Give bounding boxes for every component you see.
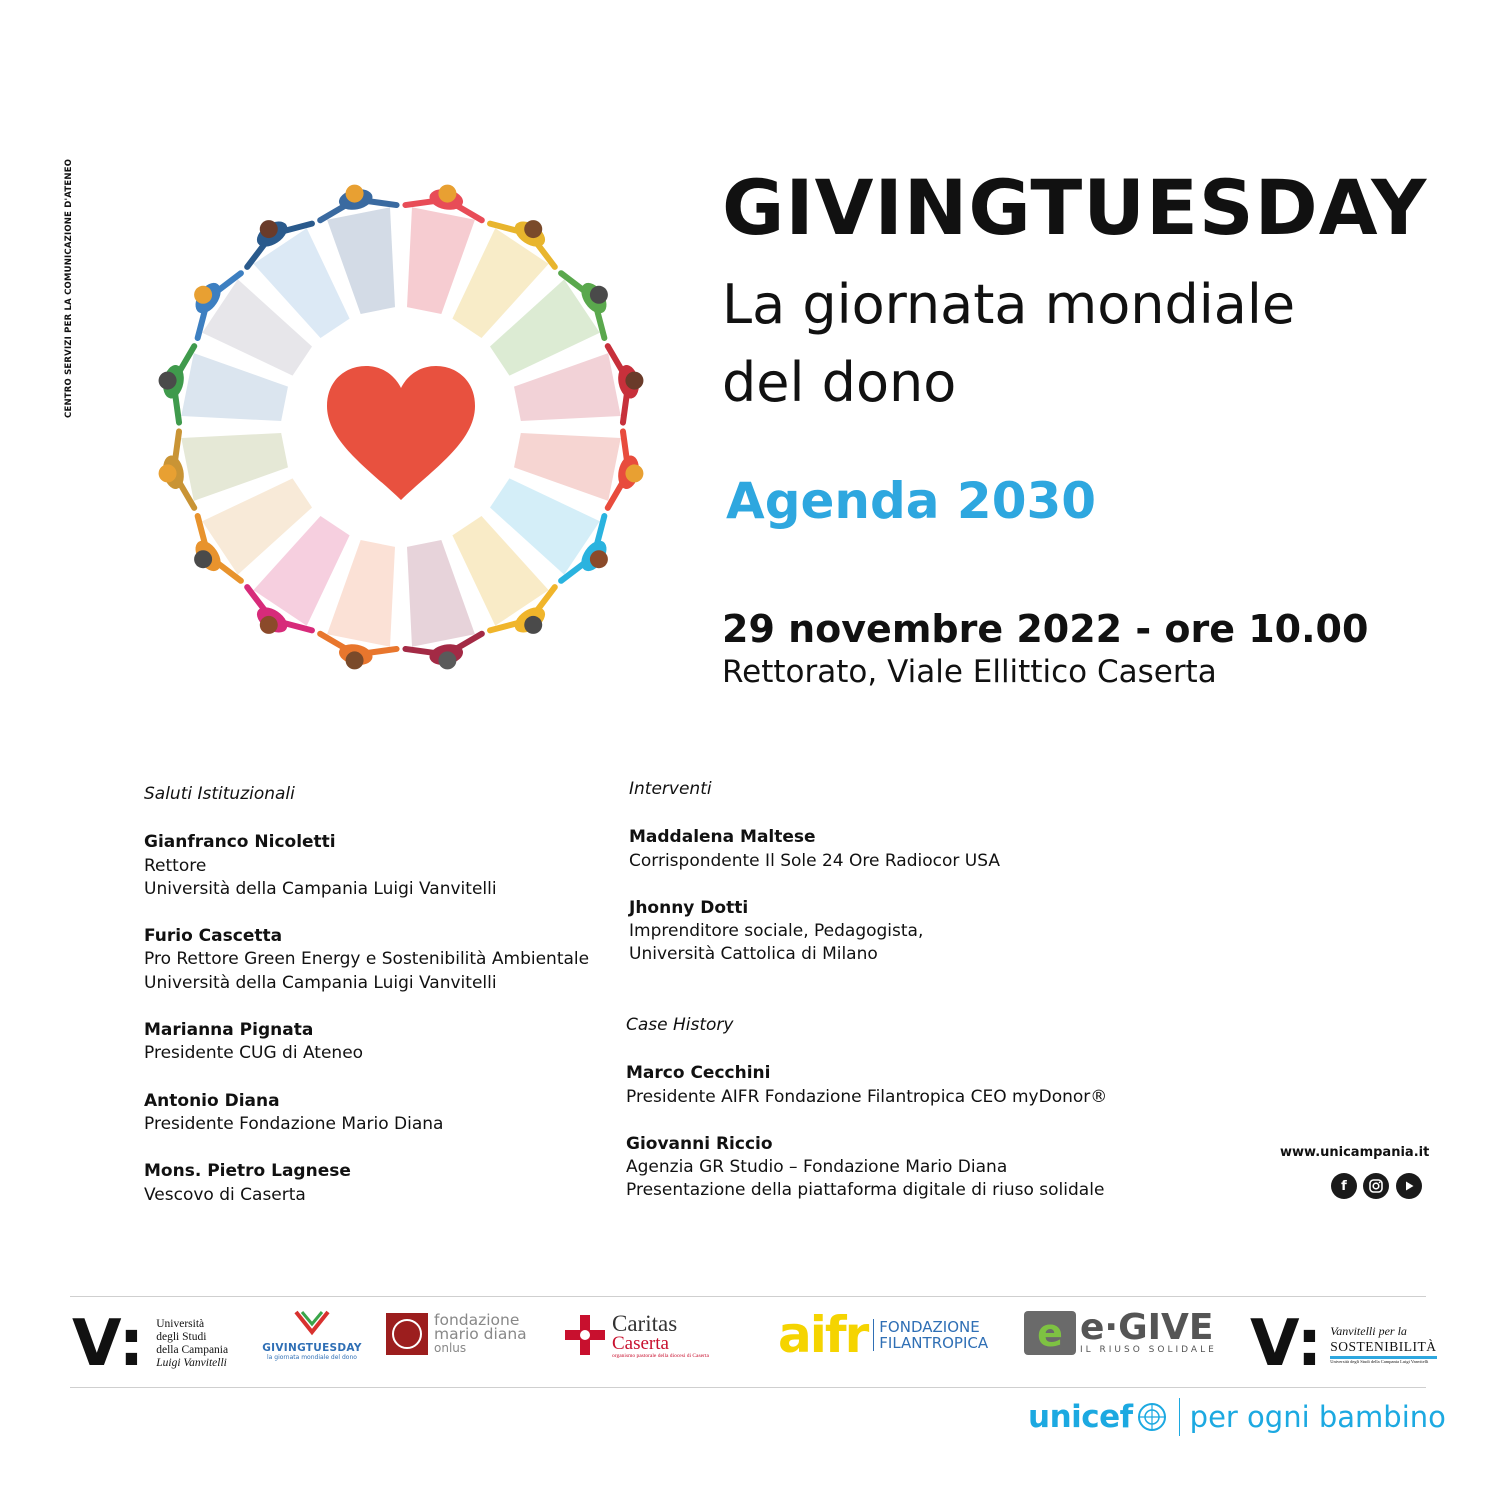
interventi-heading: Interventi — [629, 779, 712, 799]
interventi-section — [629, 778, 1000, 991]
sostenibilita-mark: V: — [1250, 1307, 1323, 1381]
speaker — [144, 1160, 589, 1207]
givingtuesday-logo — [262, 1308, 362, 1361]
subtitle-line-1: La giornata mondiale — [722, 273, 1296, 336]
aifr-text — [873, 1319, 988, 1351]
sostenibilita-text — [1330, 1324, 1436, 1364]
speaker-affiliation: Presentazione della piattaforma digitale di riuso solidale — [626, 1180, 1105, 1201]
givingtuesday-heart-icon — [292, 1308, 332, 1338]
speaker-role: Imprenditore sociale, Pedagogista, — [629, 921, 924, 942]
mario-diana-line1: fondazione — [434, 1311, 520, 1329]
speaker — [629, 897, 1000, 967]
event-subtitle — [722, 266, 1295, 423]
vanvitelli-text — [156, 1318, 228, 1370]
sostenibilita-line2: SOSTENIBILITÀ — [1330, 1339, 1436, 1359]
unicef-logo — [1028, 1398, 1446, 1436]
speaker-role: Pro Rettore Green Energy e Sostenibilità Ambientale — [144, 949, 590, 970]
vanvitelli-line2: degli Studi — [156, 1331, 207, 1343]
people-ring-illustration — [150, 170, 650, 690]
vanvitelli-logo — [72, 1307, 229, 1381]
aifr-logo — [778, 1306, 989, 1364]
subtitle-line-2: del dono — [722, 351, 957, 415]
speaker — [144, 1090, 589, 1137]
speaker-role: Presidente Fondazione Mario Diana — [144, 1113, 444, 1134]
egive-mark: e·GIVE — [1080, 1307, 1214, 1348]
aifr-line2: FILANTROPICA — [879, 1334, 989, 1352]
speaker — [626, 1133, 1107, 1203]
speaker-role: Agenzia GR Studio – Fondazione Mario Diana — [626, 1157, 1008, 1178]
caritas-text — [612, 1313, 709, 1359]
sostenibilita-logo — [1250, 1307, 1437, 1381]
instagram-icon[interactable] — [1363, 1173, 1389, 1199]
mario-diana-line3: onlus — [434, 1341, 467, 1355]
event-title: GIVINGTUESDAY — [722, 163, 1428, 252]
egive-logo — [1024, 1307, 1217, 1355]
saluti-heading: Saluti Istituzionali — [144, 784, 295, 804]
agenda-label: Agenda 2030 — [726, 472, 1097, 530]
speaker — [626, 1062, 1107, 1109]
event-place: Rettorato, Viale Ellittico Caserta — [722, 654, 1217, 690]
aifr-line1: FONDAZIONE — [879, 1318, 980, 1336]
divider-bottom — [70, 1387, 1426, 1388]
speaker-name: Gianfranco Nicoletti — [144, 832, 336, 853]
side-credit: CENTRO SERVIZI PER LA COMUNICAZIONE D'ATENEO — [64, 158, 74, 418]
speaker-name: Maddalena Maltese — [629, 827, 816, 848]
case-history-heading: Case History — [626, 1015, 734, 1035]
vanvitelli-line4: Luigi Vanvitelli — [156, 1357, 227, 1369]
speaker — [144, 1019, 589, 1066]
speaker-role: Vescovo di Caserta — [144, 1184, 306, 1205]
speaker-affiliation: Università della Campania Luigi Vanvitelli — [144, 878, 497, 899]
event-date: 29 novembre 2022 - ore 10.00 — [722, 607, 1369, 651]
sostenibilita-line3: Università degli Studi della Campania Luigi Vanvitelli — [1330, 1359, 1429, 1364]
case-history-section — [626, 1014, 1107, 1227]
egive-leaf-icon: e — [1024, 1311, 1076, 1355]
youtube-icon[interactable] — [1396, 1173, 1422, 1199]
vanvitelli-mark: V: — [72, 1307, 145, 1381]
speaker-affiliation: Università della Campania Luigi Vanvitelli — [144, 972, 497, 993]
speaker-name: Jhonny Dotti — [629, 897, 749, 918]
caritas-line1: Caritas — [612, 1311, 678, 1336]
sostenibilita-line1: Vanvitelli per la — [1330, 1324, 1407, 1338]
vanvitelli-line3: della Campania — [156, 1344, 229, 1356]
website-link[interactable]: www.unicampania.it — [1280, 1145, 1430, 1160]
speaker-name: Marco Cecchini — [626, 1063, 771, 1084]
speaker-name: Mons. Pietro Lagnese — [144, 1161, 351, 1182]
mario-diana-text — [434, 1313, 527, 1355]
speaker — [144, 831, 589, 901]
mario-diana-logo — [386, 1313, 527, 1355]
speaker-role: Presidente AIFR Fondazione Filantropica CEO myDonor® — [626, 1086, 1108, 1107]
caritas-line3: organismo pastorale della diocesi di Caserta — [612, 1353, 709, 1359]
aifr-mark: aifr — [778, 1306, 868, 1364]
saluti-section — [144, 783, 589, 1231]
speaker-affiliation: Università Cattolica di Milano — [629, 944, 878, 965]
unicef-divider — [1179, 1398, 1180, 1436]
caritas-cross-icon — [563, 1313, 607, 1357]
caritas-line2: Caserta — [612, 1333, 669, 1354]
unicef-name: unicef — [1028, 1399, 1133, 1435]
speaker-role: Presidente CUG di Ateneo — [144, 1043, 364, 1064]
egive-tagline: IL RIUSO SOLIDALE — [1080, 1345, 1217, 1355]
speaker-name: Giovanni Riccio — [626, 1133, 773, 1154]
speaker-role: Rettore — [144, 855, 207, 876]
speaker — [144, 925, 589, 995]
unicef-emblem-icon — [1135, 1400, 1169, 1434]
caritas-logo — [563, 1313, 709, 1359]
vanvitelli-line1: Università — [156, 1318, 205, 1330]
speaker — [629, 826, 1000, 873]
speaker-name: Furio Cascetta — [144, 926, 283, 947]
speaker-name: Marianna Pignata — [144, 1020, 314, 1041]
egive-text — [1080, 1307, 1217, 1355]
givingtuesday-tagline: la giornata mondiale del dono — [267, 1354, 357, 1361]
unicef-tagline: per ogni bambino — [1189, 1400, 1446, 1434]
mario-diana-line2: mario diana — [434, 1325, 527, 1343]
divider-top — [70, 1296, 1426, 1297]
speaker-role: Corrispondente Il Sole 24 Ore Radiocor USA — [629, 850, 1000, 871]
facebook-icon[interactable]: f — [1331, 1173, 1357, 1199]
speaker-name: Antonio Diana — [144, 1090, 280, 1111]
givingtuesday-name: GIVINGTUESDAY — [262, 1342, 362, 1354]
mario-diana-mark — [386, 1313, 428, 1355]
